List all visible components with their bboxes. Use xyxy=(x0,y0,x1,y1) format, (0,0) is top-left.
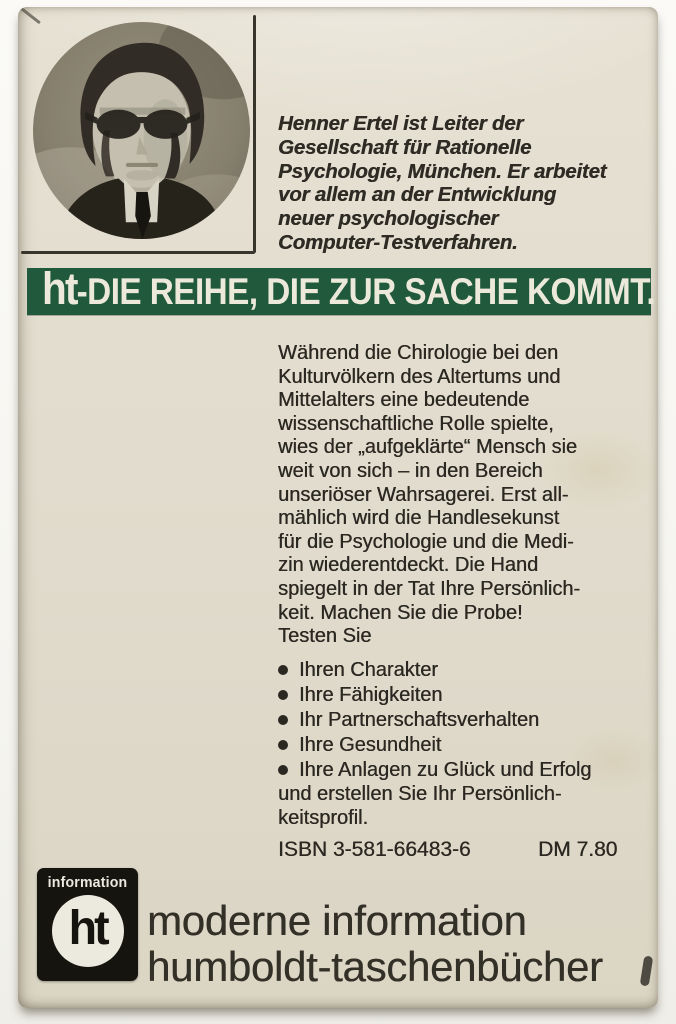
publisher-name xyxy=(147,898,603,990)
logo-ht-monogram: ht xyxy=(68,902,107,955)
series-banner-text xyxy=(42,263,656,315)
logo-circle xyxy=(52,895,124,967)
blurb-line: für die Psychologie und die Medi- xyxy=(278,530,574,553)
blurb-line: wissenschaftliche Rolle spielte, xyxy=(278,412,554,435)
list-item xyxy=(278,708,658,733)
series-slogan: -DIE REIHE, DIE ZUR SACHE KOMMT. xyxy=(76,271,656,312)
list-item-label: Ihr Partnerschaftsverhalten xyxy=(299,708,540,731)
blurb-line: keit. Machen Sie die Probe! xyxy=(278,601,523,624)
blurb-line: zin wiederentdeckt. Die Hand xyxy=(278,554,539,577)
bullet-icon xyxy=(278,715,288,725)
blurb-line: Mittelalters eine bedeutende xyxy=(278,389,530,412)
series-banner xyxy=(27,263,656,315)
author-note-line: Computer-Testverfahren. xyxy=(278,230,518,254)
ht-monogram: ht xyxy=(42,263,77,314)
logo-information-label: information xyxy=(47,874,128,891)
list-item xyxy=(278,683,658,708)
author-note-line: Psychologie, München. Er arbeitet xyxy=(278,159,607,183)
blurb-line: Kulturvölkern des Altertums und xyxy=(278,365,561,388)
corner-scratch-mark xyxy=(18,7,41,24)
publisher-name-line1: moderne information xyxy=(147,897,527,944)
bullet-icon xyxy=(278,765,288,775)
blurb-line: spiegelt in der Tat Ihre Persönlich- xyxy=(278,577,581,600)
list-item-label: Ihre Anlagen zu Glück und Erfolg xyxy=(299,758,592,781)
publisher-name-line2: humboldt-taschenbücher xyxy=(147,943,603,990)
closing-line: und erstellen Sie Ihr Persönlich- xyxy=(278,783,562,805)
list-item-label: Ihren Charakter xyxy=(299,658,438,681)
ink-smudge xyxy=(640,955,654,986)
author-note-line: neuer psychologischer xyxy=(278,207,499,231)
blurb-line: Während die Chirologie bei den xyxy=(278,342,559,364)
closing-note xyxy=(278,783,658,830)
bullet-icon xyxy=(278,690,288,700)
closing-line: keitsprofil. xyxy=(278,806,369,829)
blurb xyxy=(278,342,658,649)
list-item xyxy=(278,733,658,758)
list-item-label: Ihre Gesundheit xyxy=(299,733,442,756)
list-item xyxy=(278,658,658,683)
portrait-illustration xyxy=(33,22,250,239)
test-list xyxy=(278,658,658,782)
bullet-icon xyxy=(278,665,288,675)
blurb-line: wies der „aufgeklärte“ Mensch sie xyxy=(278,436,578,459)
photo-divider-horizontal-rule xyxy=(21,251,255,254)
author-note-line: Henner Ertel ist Leiter der xyxy=(278,112,524,135)
blurb-line: weit von sich – in den Bereich xyxy=(278,459,543,482)
author-note-line: vor allem an der Entwicklung xyxy=(278,183,557,207)
author-portrait-photo xyxy=(33,22,250,239)
blurb-line: Testen Sie xyxy=(278,625,372,648)
isbn-label: ISBN 3-581-66483-6 xyxy=(278,838,471,861)
price-label: DM 7.80 xyxy=(538,838,618,861)
author-note xyxy=(278,112,650,255)
photo-divider-vertical-rule xyxy=(253,15,256,253)
list-item xyxy=(278,758,658,783)
bullet-icon xyxy=(278,740,288,750)
blurb-line: mählich wird die Handlesekunst xyxy=(278,507,560,530)
publisher-logo xyxy=(37,868,138,981)
purchase-info xyxy=(278,838,634,864)
book-cover xyxy=(18,7,658,1008)
blurb-line: unseriöser Wahrsagerei. Erst all- xyxy=(278,483,569,506)
author-note-line: Gesellschaft für Rationelle xyxy=(278,135,532,159)
list-item-label: Ihre Fähigkeiten xyxy=(299,683,443,706)
